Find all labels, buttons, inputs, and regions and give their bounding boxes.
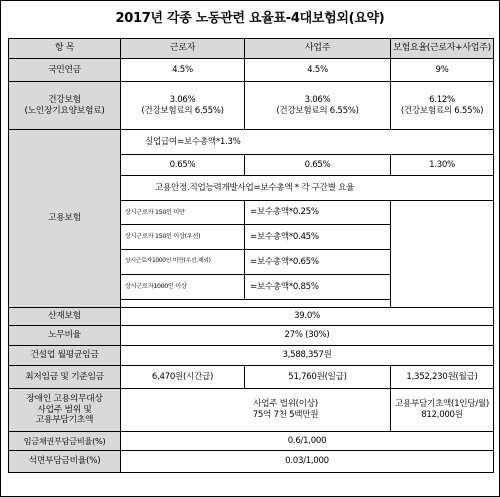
labor-cost-label: 노무비율 — [9, 326, 121, 346]
health-row — [9, 82, 494, 130]
tier-label: 상시근로자1000인 이상 — [121, 275, 245, 300]
wage-claim-label: 임금채권부담금비율(%) — [9, 432, 121, 451]
header-employer: 사업주 — [245, 39, 391, 59]
tier-label: 상시근로자 150인 이상(우선) — [121, 225, 245, 250]
national-pension-total: 9% — [391, 59, 494, 82]
health-employer: 3.06% (건강보험료의 6.55%) — [245, 82, 391, 130]
tier-rate: =보수총액*0.45% — [245, 225, 391, 250]
national-pension-label: 국민연금 — [9, 59, 121, 82]
industrial-row — [9, 308, 494, 326]
asbestos-value: 0.03/1,000 — [121, 451, 494, 473]
disabled-base: 고용부담기초액(1인당/월) 812,000원 — [391, 389, 494, 432]
employment-worker: 0.65% — [121, 155, 245, 176]
asbestos-row — [9, 451, 494, 473]
asbestos-label: 석면부담금비율(%) — [9, 451, 121, 473]
industrial-label: 산재보험 — [9, 308, 121, 326]
industrial-value: 39.0% — [121, 308, 494, 326]
health-total: 6.12% (건강보험료의 6.55%) — [391, 82, 494, 130]
tier-blank-cell — [391, 201, 494, 308]
stability-formula: 고용안정.직업능력개발사업=보수총액 * 각 구간별 요율 — [121, 176, 494, 201]
header-worker: 근로자 — [121, 39, 245, 59]
national-pension-worker: 4.5% — [121, 59, 245, 82]
labor-cost-row — [9, 326, 494, 346]
tier-rate: =보수총액*0.85% — [245, 275, 391, 300]
min-wage-hourly: 6,470원(시간급) — [121, 366, 245, 389]
tier-rate: =보수총액*0.65% — [245, 250, 391, 275]
tier-label: 상시근로자1000인 미만(우선,제외) — [121, 250, 245, 275]
national-pension-row — [9, 59, 494, 82]
disabled-label: 장애인 고용의무대상 사업주 범위 및 고용부담기초액 — [9, 389, 121, 432]
min-wage-label: 최저임금 및 기준임금 — [9, 366, 121, 389]
header-total: 보험요율(근로자+사업주) — [391, 39, 494, 59]
min-wage-monthly: 1,352,230원(월급) — [391, 366, 494, 389]
tier-rate: =보수총액*0.25% — [245, 201, 391, 225]
min-wage-daily: 51,760원(일급) — [245, 366, 391, 389]
page-title: 2017년 각종 노동관련 요율표-4대보험외(요약) — [115, 11, 385, 26]
national-pension-employer: 4.5% — [245, 59, 391, 82]
employment-label: 고용보험 — [9, 130, 121, 308]
unemployment-formula-row — [9, 130, 494, 155]
rate-table — [8, 38, 494, 473]
header-item: 항 목 — [9, 39, 121, 59]
tier-spacer — [121, 300, 391, 308]
health-label: 건강보험 (노인장기요양보험료) — [9, 82, 121, 130]
health-worker: 3.06% (건강보험료의 6.55%) — [121, 82, 245, 130]
header-row — [9, 39, 494, 59]
disabled-scope: 사업주 법위(이상) 75억 7천 5백만원 — [121, 389, 391, 432]
unemployment-formula: 실업급여=보수총액*1.3% — [121, 130, 494, 155]
min-wage-row — [9, 366, 494, 389]
construction-wage-label: 건설업 월평균임금 — [9, 346, 121, 366]
wage-claim-row — [9, 432, 494, 451]
wage-claim-value: 0.6/1,000 — [121, 432, 494, 451]
tier-label: 상시근로자 150인 미만 — [121, 201, 245, 225]
labor-cost-value: 27% (30%) — [121, 326, 494, 346]
employment-total: 1.30% — [391, 155, 494, 176]
disabled-row — [9, 389, 494, 432]
construction-wage-value: 3,588,357원 — [121, 346, 494, 366]
employment-employer: 0.65% — [245, 155, 391, 176]
construction-wage-row — [9, 346, 494, 366]
